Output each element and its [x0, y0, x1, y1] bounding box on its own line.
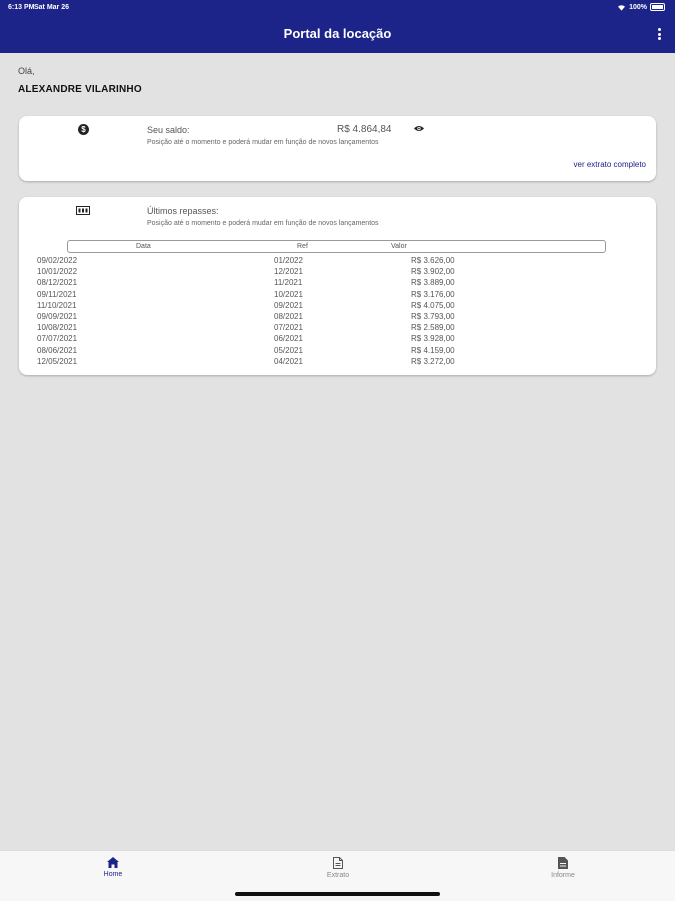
column-header-value: Valor [391, 243, 407, 250]
cell-value: R$ 3.793,00 [411, 311, 455, 321]
bank-transfer-icon [76, 206, 90, 215]
table-header [67, 240, 606, 253]
table-row [19, 301, 656, 312]
document-icon [333, 857, 343, 869]
battery-percent: 100% [629, 3, 647, 11]
cell-ref: 05/2021 [274, 345, 303, 355]
app-bar [0, 0, 675, 53]
cell-date: 09/09/2021 [37, 311, 78, 321]
cell-date: 12/05/2021 [37, 356, 78, 366]
table-row [19, 312, 656, 323]
balance-card [19, 116, 656, 181]
cell-ref: 04/2021 [274, 356, 303, 366]
nav-informe-label: Informe [551, 872, 575, 879]
cell-value: R$ 3.902,00 [411, 267, 455, 277]
status-time: 6:13 PM [8, 4, 35, 11]
table-row [19, 290, 656, 301]
cell-ref: 08/2021 [274, 311, 303, 321]
user-name: ALEXANDRE VILARINHO [18, 84, 142, 95]
balance-value: R$ 4.864,84 [337, 124, 392, 135]
balance-note: Posição até o momento e poderá mudar em função de novos lançamentos [147, 139, 379, 146]
table-row [19, 278, 656, 289]
column-header-date: Data [136, 243, 151, 250]
cell-date: 11/10/2021 [37, 300, 77, 310]
cell-value: R$ 3.889,00 [411, 278, 455, 288]
wifi-icon [617, 4, 626, 11]
cell-value: R$ 3.626,00 [411, 256, 455, 265]
nav-home-label: Home [103, 871, 123, 878]
cell-ref: 11/2021 [274, 278, 303, 288]
table-row [19, 323, 656, 334]
cell-ref: 06/2021 [274, 334, 303, 344]
cell-value: R$ 3.176,00 [411, 289, 455, 299]
eye-icon[interactable] [414, 125, 424, 132]
cell-date: 08/06/2021 [37, 345, 78, 355]
status-date: Sat Mar 26 [34, 4, 70, 11]
cell-date: 10/01/2022 [37, 267, 78, 277]
home-icon [107, 857, 119, 868]
nav-extrato[interactable] [308, 857, 368, 879]
cell-ref: 09/2021 [274, 300, 303, 310]
repasses-note: Posição até o momento e poderá mudar em função de novos lançamentos [147, 220, 379, 227]
more-options-icon[interactable] [657, 28, 661, 40]
nav-home[interactable] [83, 857, 143, 878]
cell-ref: 10/2021 [274, 289, 303, 299]
table-row [19, 346, 656, 357]
page-title: Portal da locação [283, 26, 392, 41]
cell-value: R$ 2.589,00 [411, 323, 455, 333]
cell-ref: 07/2021 [274, 323, 303, 333]
repasses-label: Últimos repasses: [147, 206, 219, 216]
report-icon [558, 857, 568, 869]
cell-value: R$ 3.928,00 [411, 334, 455, 344]
table-row [19, 267, 656, 278]
cell-value: R$ 4.159,00 [411, 345, 455, 355]
column-header-ref: Ref [297, 243, 308, 250]
cell-value: R$ 3.272,00 [411, 356, 455, 366]
balance-label: Seu saldo: [147, 125, 190, 135]
dollar-icon: $ [78, 124, 89, 135]
table-row [19, 334, 656, 345]
repasses-card [19, 197, 656, 375]
nav-informe[interactable] [533, 857, 593, 879]
cell-date: 10/08/2021 [37, 323, 78, 333]
cell-date: 09/11/2021 [37, 289, 77, 299]
repasses-table [19, 256, 656, 368]
table-row [19, 256, 656, 267]
cell-value: R$ 4.075,00 [411, 300, 455, 310]
home-indicator [235, 892, 440, 896]
cell-date: 09/02/2022 [37, 256, 78, 265]
cell-ref: 12/2021 [274, 267, 303, 277]
table-row [19, 357, 656, 368]
cell-date: 08/12/2021 [37, 278, 78, 288]
cell-date: 07/07/2021 [37, 334, 78, 344]
cell-ref: 01/2022 [274, 256, 303, 265]
nav-extrato-label: Extrato [326, 872, 350, 879]
battery-icon [650, 3, 665, 11]
status-indicators [617, 3, 665, 11]
greeting-text: Olá, [18, 66, 35, 76]
full-statement-link[interactable]: ver extrato completo [573, 160, 646, 169]
